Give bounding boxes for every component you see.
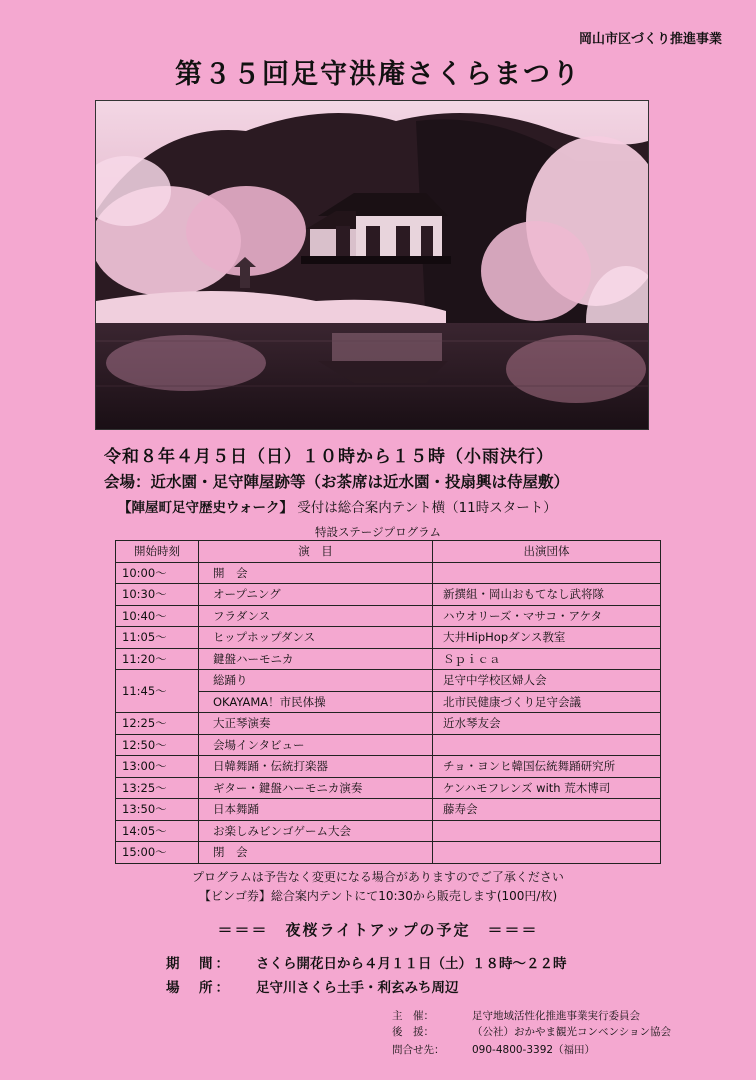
- row-time: 11:20～: [116, 648, 199, 670]
- event-venue: 会場：近水園・足守陣屋跡等（お茶席は近水園・投扇興は侍屋敷）: [104, 473, 570, 491]
- bingo-ticket-note: 【ビンゴ券】総合案内テントにて10:30から販売します(100円/枚): [198, 889, 558, 903]
- row-performer: 藤寿会: [433, 799, 661, 821]
- row-time: 11:05～: [116, 627, 199, 649]
- table-row: [116, 842, 661, 864]
- row-performer: チョ・ヨンヒ韓国伝統舞踊研究所: [433, 756, 661, 778]
- host-value: 足守地域活性化推進事業実行委員会: [472, 1010, 640, 1022]
- table-header-row: [116, 541, 661, 563]
- table-row: [116, 820, 661, 842]
- place-value: 足守川さくら土手・利玄みち周辺: [256, 980, 459, 996]
- contact-row: [392, 1042, 595, 1057]
- support-value: （公社）おかやま観光コンベンション協会: [472, 1026, 672, 1038]
- row-item: ギター・鍵盤ハーモニカ演奏: [199, 777, 433, 799]
- table-row: [116, 627, 661, 649]
- row-performer: 新撰組・岡山おもてなし武将隊: [433, 584, 661, 606]
- row-item: 総踊り: [199, 670, 433, 692]
- row-performer: [433, 562, 661, 584]
- table-row: [116, 648, 661, 670]
- row-time: 12:50～: [116, 734, 199, 756]
- row-item: ヒップホップダンス: [199, 627, 433, 649]
- event-date-time: 令和８年４月５日（日）１０時から１５時（小雨決行）: [104, 447, 554, 467]
- table-row: [116, 605, 661, 627]
- contact-value: 090-4800-3392（福田）: [472, 1044, 596, 1056]
- table-row: [116, 584, 661, 606]
- period-label: 期 間：: [166, 956, 232, 972]
- header-time: 開始時刻: [116, 541, 199, 563]
- program-change-note: プログラムは予告なく変更になる場合がありますのでご了承ください: [192, 870, 564, 884]
- row-performer: [433, 842, 661, 864]
- host-label: 主 催：: [392, 1010, 434, 1022]
- row-item: フラダンス: [199, 605, 433, 627]
- row-item: 閉 会: [199, 842, 433, 864]
- row-item: OKAYAMA！市民体操: [199, 691, 433, 713]
- row-performer: ハウオリーズ・マサコ・アケタ: [433, 605, 661, 627]
- history-walk-line: [118, 496, 557, 516]
- row-time: 14:05～: [116, 820, 199, 842]
- lightup-place-row: [166, 976, 459, 996]
- row-time: 13:00～: [116, 756, 199, 778]
- row-item: 開 会: [199, 562, 433, 584]
- table-row: [116, 670, 661, 692]
- row-item: 大正琴演奏: [199, 713, 433, 735]
- place-label: 場 所：: [166, 980, 232, 996]
- table-row: [116, 713, 661, 735]
- row-performer: 近水琴友会: [433, 713, 661, 735]
- row-time: 12:25～: [116, 713, 199, 735]
- table-row: [116, 734, 661, 756]
- row-time: 15:00～: [116, 842, 199, 864]
- contact-label: 問合せ先：: [392, 1044, 445, 1056]
- table-row: [116, 756, 661, 778]
- walk-title: 【陣屋町足守歴史ウォーク】: [118, 500, 293, 516]
- header-item: 演 目: [199, 541, 433, 563]
- row-time: 10:00～: [116, 562, 199, 584]
- table-row: [116, 799, 661, 821]
- table-row: [116, 562, 661, 584]
- row-performer: 北市民健康づくり足守会議: [433, 691, 661, 713]
- period-value: さくら開花日から４月１１日（土）１８時～２２時: [256, 956, 567, 972]
- row-time: 13:50～: [116, 799, 199, 821]
- row-item: オープニング: [199, 584, 433, 606]
- walk-detail: 受付は総合案内テント横（11時スタート）: [297, 500, 557, 516]
- host-row: [392, 1008, 640, 1023]
- row-time: 11:45～: [116, 670, 199, 713]
- row-performer: [433, 734, 661, 756]
- program-table: [115, 540, 661, 864]
- garden-photo: [95, 100, 649, 430]
- row-item: 日韓舞踊・伝統打楽器: [199, 756, 433, 778]
- row-item: 会場インタビュー: [199, 734, 433, 756]
- row-performer: [433, 820, 661, 842]
- row-item: 日本舞踊: [199, 799, 433, 821]
- support-row: [392, 1024, 671, 1039]
- lightup-heading: ＝＝＝ 夜桜ライトアップの予定 ＝＝＝: [217, 921, 539, 939]
- header-performer: 出演団体: [433, 541, 661, 563]
- row-performer: Ｓｐｉｃａ: [433, 648, 661, 670]
- row-time: 10:40～: [116, 605, 199, 627]
- row-time: 10:30～: [116, 584, 199, 606]
- poster-title: 第３５回足守洪庵さくらまつり: [175, 59, 581, 90]
- organization-label: 岡山市区づくり推進事業: [578, 32, 722, 47]
- row-performer: 足守中学校区婦人会: [433, 670, 661, 692]
- row-performer: ケンハモフレンズ with 荒木博司: [433, 777, 661, 799]
- row-performer: 大井HipHopダンス教室: [433, 627, 661, 649]
- row-item: 鍵盤ハーモニカ: [199, 648, 433, 670]
- program-title: 特設ステージプログラム: [315, 525, 441, 539]
- row-item: お楽しみビンゴゲーム大会: [199, 820, 433, 842]
- row-time: 13:25～: [116, 777, 199, 799]
- lightup-period-row: [166, 952, 567, 972]
- support-label: 後 援：: [392, 1026, 434, 1038]
- table-row: [116, 777, 661, 799]
